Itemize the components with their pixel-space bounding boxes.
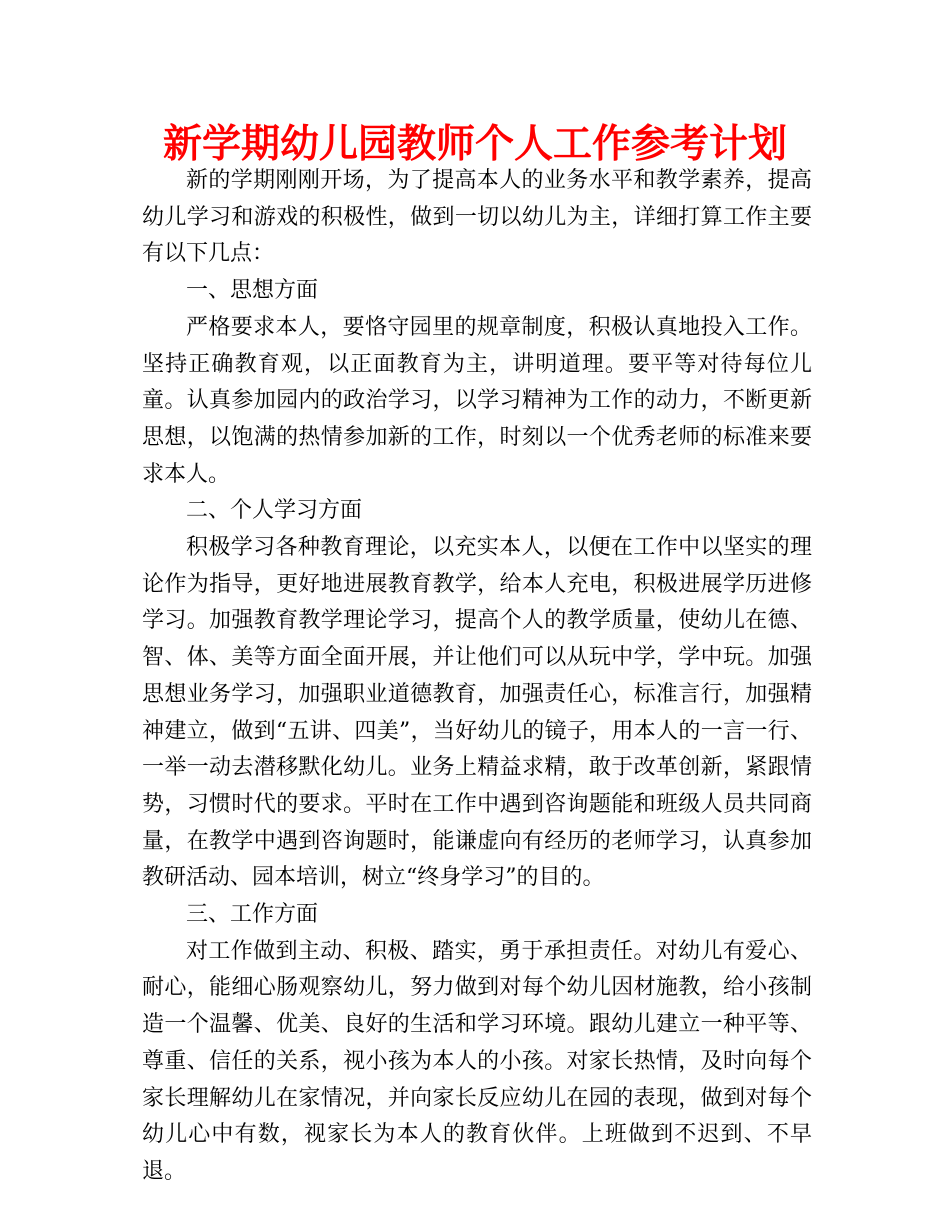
study-paragraph: 积极学习各种教育理论，以充实本人，以便在工作中以坚实的理论作为指导，更好地进展教育教学，给本人充电，积极进展学历进修学习。加强教育教学理论学习，提高个人的教学质量，使幼儿在德、智、体、美等方面全面开展，并让他们可以从玩中学，学中玩。加强思想业务学习，加强职业道德教育，加强责任心，标准言行，加强精神建立，做到“五讲、四美”，当好幼儿的镜子，用本人的一言一行、一举一动去潜移默化幼儿。业务上精益求精，敢于改革创新，紧跟情势，习惯时代的要求。平时在工作中遇到咨询题能和班级人员共同商量，在教学中遇到咨询题时，能谦虚向有经历的老师学习，认真参加教研活动、园本培训，树立“终身学习”的目的。 <box>142 535 812 891</box>
thought-paragraph: 严格要求本人，要恪守园里的规章制度，积极认真地投入工作。坚持正确教育观，以正面教育为主，讲明道理。要平等对待每位儿童。认真参加园内的政治学习，以学习精神为工作的动力，不断更新思想，以饱满的热情参加新的工作，时刻以一个优秀老师的标准来要求本人。 <box>142 314 812 487</box>
work-paragraph: 对工作做到主动、积极、踏实，勇于承担责任。对幼儿有爱心、耐心，能细心肠观察幼儿，努力做到对每个幼儿因材施教，给小孩制造一个温馨、优美、良好的生活和学习环境。跟幼儿建立一种平等、尊重、信任的关系，视小孩为本人的小孩。对家长热情，及时向每个家长理解幼儿在家情况，并向家长反应幼儿在园的表现，做到对每个幼儿心中有数，视家长为本人的教育伙伴。上班做到不迟到、不早退。 <box>142 938 812 1184</box>
section-heading-work: 三、工作方面 <box>186 902 319 928</box>
document-title: 新学期幼儿园教师个人工作参考计划 <box>162 122 787 167</box>
document-body <box>142 163 812 1191</box>
intro-paragraph: 新的学期刚刚开场，为了提高本人的业务水平和教学素养，提高幼儿学习和游戏的积极性，做到一切以幼儿为主，详细打算工作主要有以下几点： <box>142 168 812 267</box>
section-heading-study: 二、个人学习方面 <box>186 498 363 524</box>
section-heading-thought: 一、思想方面 <box>186 278 319 304</box>
